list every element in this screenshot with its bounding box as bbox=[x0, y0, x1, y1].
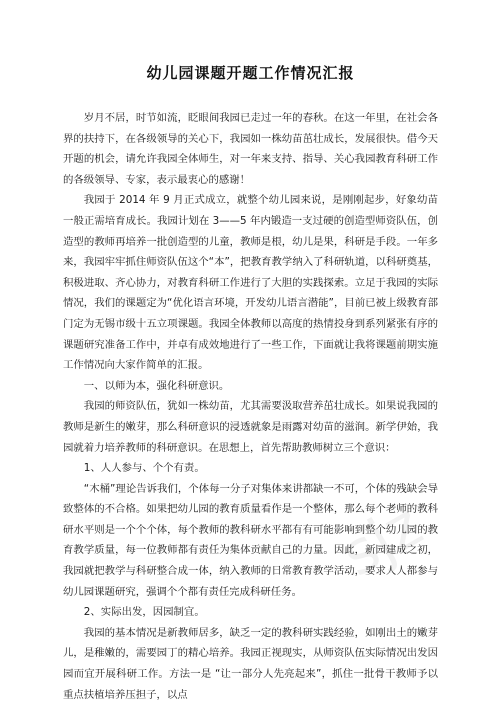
paragraph-background: 我园于 2014 年 9 月正式成立，就整个幼儿园来说，是刚刚起步，好象幼苗一般正需培育成长。我园计划在 3——5 年内锻造一支过硬的创造型师资队伍，创造型的教师再培养一批创造型的儿童，教师是根，幼儿是果，科研是手段。一年多来，我园牢牢抓住师资队伍这个“本”，把教育教学纳入了科研轨道，以科研奠基，积极进取、齐心协力，对教育科研工作进行了大胆的实践探索。立足于我园的实际情况，我们的课题定为“优化语言环境，开发幼儿语言潜能”，目前已被上级教育部门定为无锡市级十五立项课题。我园全体教师以高度的热情投身到系列紧张有序的课题研究准备工作中，并卓有成效地进行了一些工作，下面就让我将课题前期实施工作情况向大家作简单的汇报。 bbox=[63, 194, 438, 372]
paragraph-subsection-1: “木桶”理论告诉我们，个体每一分子对集体来讲都缺一不可，个体的残缺会导致整体的不合格。如果把幼儿园的教育质量看作是一个整体，那么每个老师的教科研水平则是一个个个体，每个教师的教科研水平都有有可能影响到整个幼儿园的教育教学质量，每一位教师都有责任为集体贡献自己的力量。因此，新园建成之初，我园就把教学与科研整合成一体，纳入教师的日常教育教学活动，要求人人都参与幼儿园课题研究，强调个个都有责任完成科研任务。 bbox=[63, 482, 438, 598]
document-body bbox=[63, 108, 438, 705]
document-title: 幼儿园课题开题工作情况汇报 bbox=[146, 64, 355, 82]
paragraph-section-1: 我园的师资队伍，犹如一株幼苗，尤其需要汲取营养茁壮成长。如果说我园的教师是新生的嫩芽，那么科研意识的浸透就象是雨露对幼苗的滋润。新学伊始，我园就着力培养教师的科研意识。在思想上，首先帮助教师树立三个意识： bbox=[63, 400, 438, 454]
paragraph-subsection-2: 我园的基本情况是新教师居多，缺乏一定的教科研实践经验，如刚出土的嫩芽儿，是稚嫩的，需要园丁的精心培养。我园正视现实，从师资队伍实际情况出发因园而宜开展科研工作。方法一是 “让一部分人先亮起来”，抓住一批骨干教师予以重点扶植培养压担子，以点 bbox=[63, 626, 438, 701]
subheading-1: 1、人人参与、个个有责。 bbox=[83, 462, 205, 475]
watermark: sjz bbox=[330, 490, 434, 591]
paragraph-intro: 岁月不居，时节如流，眨眼间我园已走过一年的春秋。在这一年里，在社会各界的扶持下，在各级领导的关心下，我园如一株幼苗茁壮成长，发展很快。借今天开题的机会，请允许我园全体师生，对一年来支持、指导、关心我园教育科研工作的各级领导、专家，表示最衷心的感谢！ bbox=[63, 112, 438, 186]
subheading-2: 2、实际出发，因园制宜。 bbox=[83, 606, 205, 619]
section-heading-1: 一、以师为本，强化科研意识。 bbox=[83, 379, 230, 392]
